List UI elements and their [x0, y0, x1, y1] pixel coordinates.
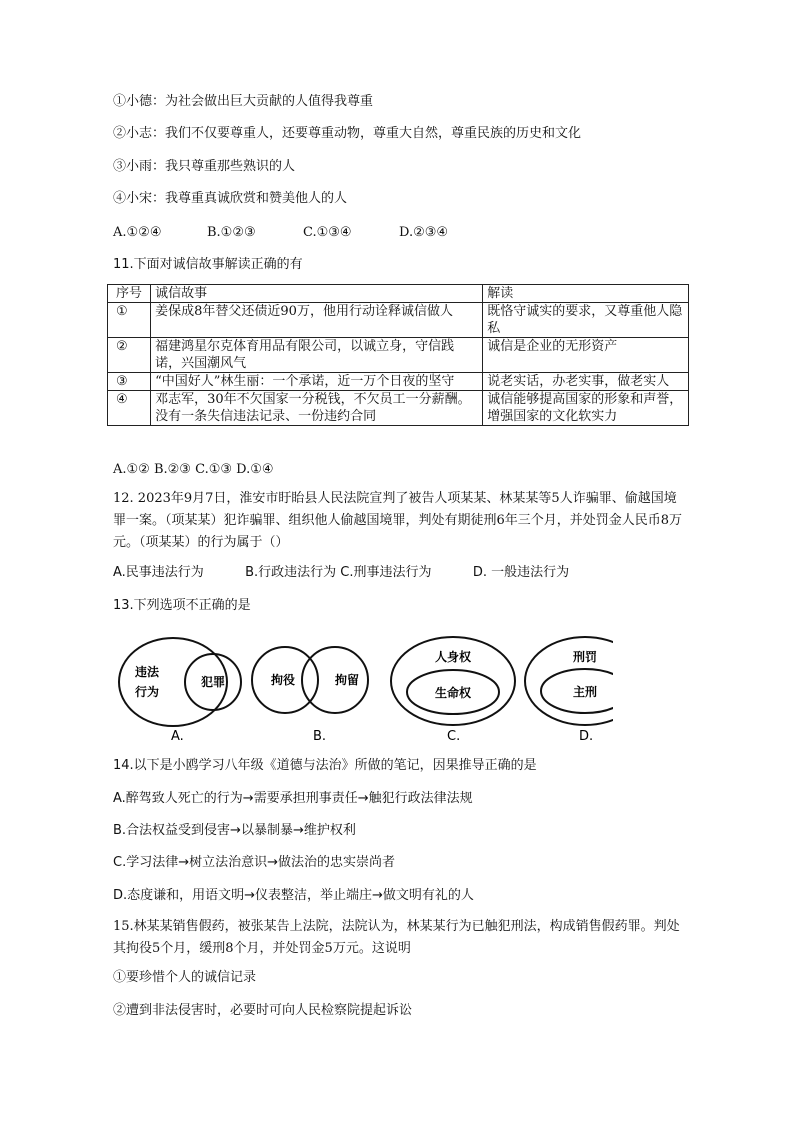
- q11-options: A.①② B.②③ C.①③ D.①④: [113, 462, 274, 477]
- q10-option-c: C.①③④: [303, 225, 352, 240]
- diagram-a: [119, 638, 241, 744]
- table-row: [108, 303, 689, 338]
- q13-stem: 13.下列选项不正确的是: [113, 598, 251, 613]
- q12-stem: 12. 2023年9月7日，淮安市盱眙县人民法院宣判了被告人项某某、林某某等5人诈骗罪、偷越国境罪一案。（项某某）犯诈骗罪、组织他人偷越国境罪，判处有期徒刑6年三个月，并处罚金人民币8万元。（项某某）的行为属于（）: [113, 491, 683, 550]
- diagram-c-inner-label: 生命权: [435, 686, 472, 700]
- q10-option-a: A.①②④: [113, 225, 162, 240]
- row-interpretation: 诚信能够提高国家的形象和声誉，增强国家的文化软实力: [483, 391, 689, 426]
- diagram-b-letter: B.: [313, 729, 327, 744]
- q11-table: [107, 284, 689, 426]
- diagram-b-right-label: 拘留: [335, 673, 360, 687]
- diagram-c: [391, 637, 515, 744]
- q14-stem: 14.以下是小鸥学习八年级《道德与法治》所做的笔记，因果推导正确的是: [113, 758, 537, 773]
- q10-option-b: B.①②③: [207, 225, 256, 240]
- row-story: “中国好人”林生丽：一个承诺，近一万个日夜的坚守: [151, 373, 483, 391]
- diagram-c-letter: C.: [447, 729, 461, 744]
- q10-statement-4: ④小宋：我尊重真诚欣赏和赞美他人的人: [113, 191, 348, 206]
- row-index: ④: [108, 391, 151, 426]
- row-index: ②: [108, 338, 151, 373]
- q13-venn-diagrams: [113, 636, 613, 746]
- q10-statement-2: ②小志：我们不仅要尊重人，还要尊重动物，尊重大自然，尊重民族的历史和文化: [113, 126, 582, 141]
- q12-options: A.民事违法行为 B.行政违法行为 C.刑事违法行为 D. 一般违法行为: [113, 565, 570, 580]
- q15-statement-1: ①要珍惜个人的诚信记录: [113, 970, 257, 985]
- diagram-d: [525, 637, 613, 744]
- q10-statement-1: ①小德：为社会做出巨大贡献的人值得我尊重: [113, 94, 374, 109]
- table-header-interpretation: 解读: [483, 285, 689, 303]
- q11-stem: 11.下面对诚信故事解读正确的有: [113, 257, 303, 272]
- row-story: 姜保成8年替父还债近90万，他用行动诠释诚信做人: [151, 303, 483, 338]
- row-index: ①: [108, 303, 151, 338]
- table-row: [108, 373, 689, 391]
- diagram-a-outer-label-1: 违法: [135, 665, 160, 679]
- diagram-d-inner-label: 主刑: [573, 685, 598, 699]
- diagram-b-left-label: 拘役: [271, 673, 296, 687]
- q14-option-b: B.合法权益受到侵害→以暴制暴→维护权利: [113, 823, 356, 838]
- diagram-d-letter: D.: [579, 729, 594, 744]
- q10-statement-3: ③小雨：我只尊重那些熟识的人: [113, 159, 296, 174]
- diagram-c-outer-label: 人身权: [435, 650, 472, 664]
- table-header-index: 序号: [108, 285, 151, 303]
- diagram-a-outer-label-2: 行为: [135, 685, 160, 699]
- row-story: 福建鸿星尔克体育用品有限公司，以诚立身，守信践诺，兴国潮风气: [151, 338, 483, 373]
- row-story: 邓志军，30年不欠国家一分税钱，不欠员工一分薪酬。没有一条失信违法记录、一份违约合同: [151, 391, 483, 426]
- q15-stem: 15.林某某销售假药，被张某告上法院，法院认为，林某某行为已触犯刑法，构成销售假药罪。判处其拘役5个月，缓刑8个月，并处罚金5万元。这说明: [113, 919, 680, 956]
- q14-option-a: A.醉驾致人死亡的行为→需要承担刑事责任→触犯行政法律法规: [113, 791, 473, 806]
- row-interpretation: 诚信是企业的无形资产: [483, 338, 689, 373]
- q10-option-d: D.②③④: [399, 225, 449, 240]
- table-row: [108, 338, 689, 373]
- table-row: [108, 391, 689, 426]
- q14-option-c: C.学习法律→树立法治意识→做法治的忠实崇尚者: [113, 855, 395, 870]
- row-index: ③: [108, 373, 151, 391]
- row-interpretation: 说老实话，办老实事，做老实人: [483, 373, 689, 391]
- row-interpretation: 既恪守诚实的要求，又尊重他人隐私: [483, 303, 689, 338]
- table-header-story: 诚信故事: [151, 285, 483, 303]
- table-header-row: [108, 285, 689, 303]
- diagram-a-letter: A.: [171, 729, 184, 744]
- diagram-d-outer-label: 刑罚: [573, 650, 598, 664]
- q15-statement-2: ②遭到非法侵害时，必要时可向人民检察院提起诉讼: [113, 1003, 413, 1018]
- diagram-b: [252, 647, 368, 744]
- diagram-a-inner-label: 犯罪: [201, 675, 226, 689]
- q14-option-d: D.态度谦和，用语文明→仪表整洁，举止端庄→做文明有礼的人: [113, 888, 474, 903]
